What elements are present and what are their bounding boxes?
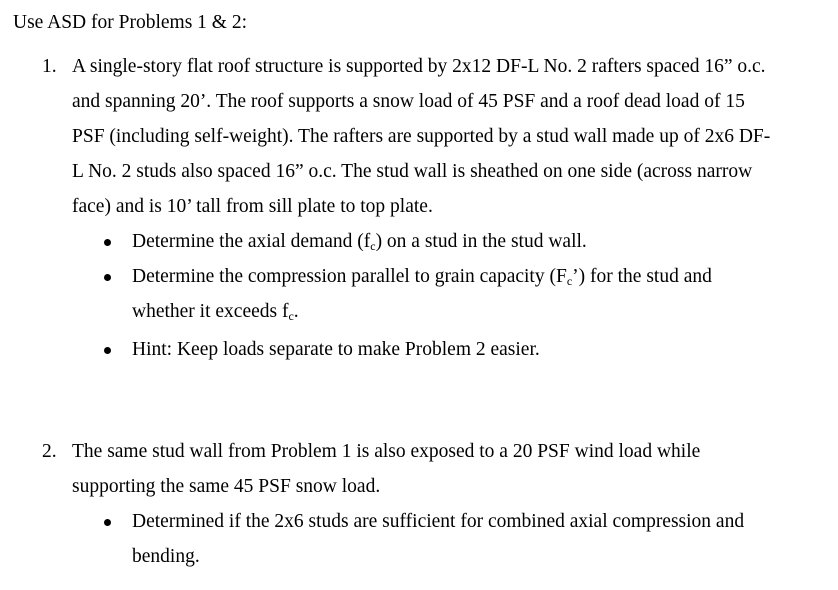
problem-1-bullet-2-line-1: Determine the compression parallel to grain capacity $(F_c’)$ for the stud and (132, 266, 712, 288)
problem-2-number: 2. (42, 441, 57, 462)
problem-1-line: and spanning 20’. The roof supports a snow load of 45 PSF and a roof dead load of 15 (72, 91, 745, 112)
problem-1-line: face) and is 10’ tall from sill plate to top plate. (72, 196, 433, 217)
bullet-dot-icon (104, 274, 111, 281)
intro-heading: Use ASD for Problems 1 & 2: (13, 12, 247, 33)
problem-2-line: supporting the same 45 PSF snow load. (72, 476, 381, 497)
problem-2-line: The same stud wall from Problem 1 is also exposed to a 20 PSF wind load while (72, 441, 701, 462)
bullet-dot-icon (104, 347, 111, 354)
problem-1-number: 1. (42, 56, 57, 77)
problem-1-line: L No. 2 studs also spaced 16” o.c. The stud wall is sheathed on one side (across narrow (72, 161, 753, 182)
problem-1-bullet-3: Hint: Keep loads separate to make Problem 2 easier. (132, 339, 540, 360)
problem-2-bullet-1-line-2: bending. (132, 546, 200, 567)
bullet-dot-icon (104, 239, 111, 246)
bullet-dot-icon (104, 519, 111, 526)
problem-1-line: A single-story flat roof structure is supported by 2x12 DF-L No. 2 rafters spaced 16” o.c. (72, 56, 766, 77)
problem-1-bullet-1: Determine the axial demand $(f_c)$ on a stud in the stud wall. (132, 231, 587, 253)
problem-2-bullet-1-line-1: Determined if the 2x6 studs are sufficient for combined axial compression and (132, 511, 745, 532)
problem-1-bullet-2-line-2: whether it exceeds $f_c$. (132, 301, 299, 323)
problem-1-line: PSF (including self-weight). The rafters are supported by a stud wall made up of 2x6 DF- (72, 126, 771, 147)
